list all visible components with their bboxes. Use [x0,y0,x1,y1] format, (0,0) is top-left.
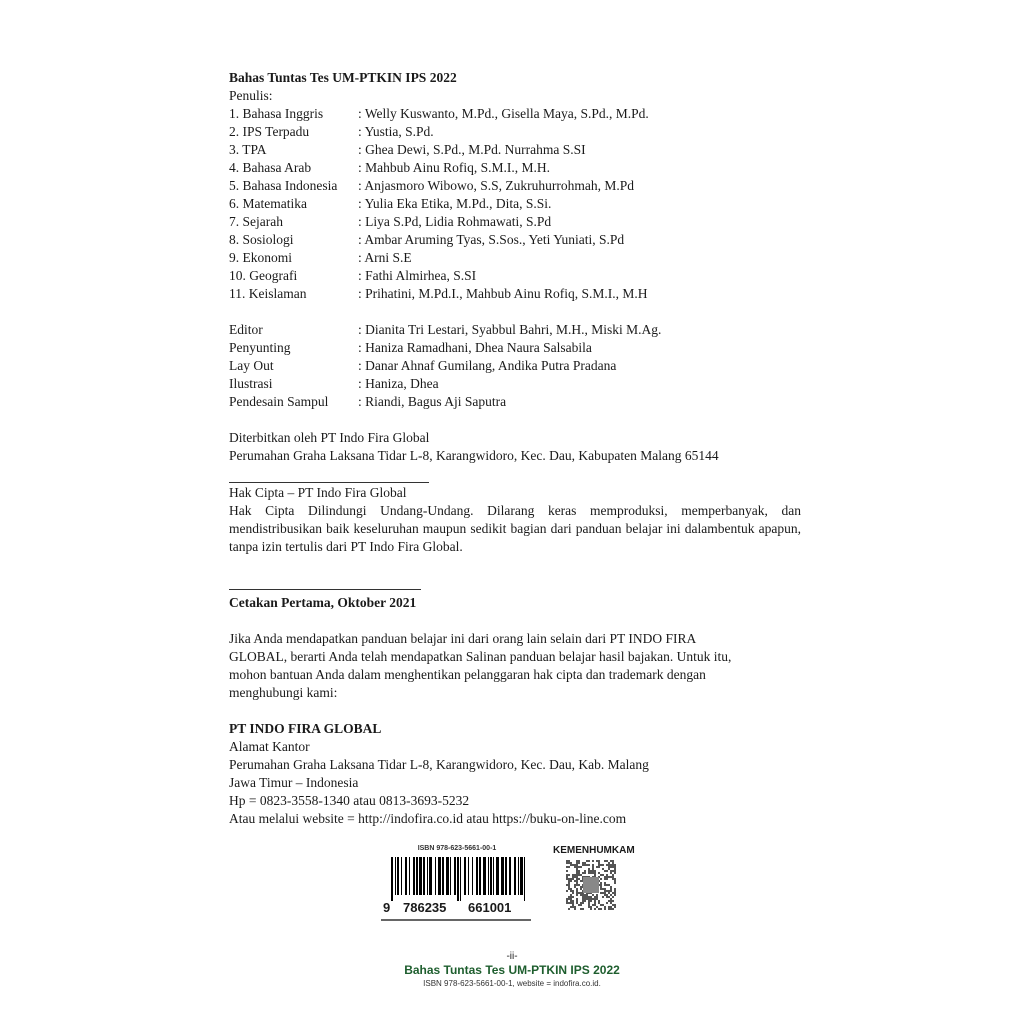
qr-code-icon [566,860,616,910]
barcode-bar [514,857,516,895]
company-name: PT INDO FIRA GLOBAL [229,721,382,736]
names: : Arni S.E [358,250,412,265]
piracy-line: GLOBAL, berarti Anda telah mendapatkan Salinan panduan belajar hasil bajakan. Untuk itu, [229,649,732,664]
role: 4. Bahasa Arab [229,160,312,175]
names: : Welly Kuswanto, M.Pd., Gisella Maya, S.Pd., M.Pd. [358,106,649,121]
names: : Ambar Aruming Tyas, S.Sos., Yeti Yuniati, S.Pd [358,232,625,247]
divider [229,482,429,483]
barcode-bar [457,857,459,901]
role: 3. TPA [229,142,267,157]
contact-line: Atau melalui website = http://indofira.co.id atau https://buku-on-line.com [229,811,627,826]
barcode-bar [413,857,415,895]
contact-line: Alamat Kantor [229,739,310,754]
role: 10. Geografi [229,268,298,283]
role: 11. Keislaman [229,286,307,301]
barcode-bar [518,857,519,895]
role: 6. Matematika [229,196,307,211]
names: : Riandi, Bagus Aji Saputra [358,394,507,409]
credit-row [229,195,801,213]
barcode-bar [446,857,449,895]
edition-section [229,594,801,828]
page-number: -ii- [506,951,518,962]
credit-row [229,339,801,357]
barcode-bar [401,857,402,895]
barcode-bar [423,857,425,895]
role: Ilustrasi [229,376,273,391]
barcode-bar [483,857,486,895]
barcode-bar [493,857,494,895]
isbn-barcode [381,845,533,921]
page-footer [0,950,1024,990]
names: : Haniza Ramadhani, Dhea Naura Salsabila [358,340,592,355]
publisher-address: Perumahan Graha Laksana Tidar L-8, Karangwidoro, Kec. Dau, Kabupaten Malang 65144 [229,448,719,463]
barcode-bar [409,857,410,895]
barcode-bar [479,857,481,895]
barcode-bar [429,857,432,895]
barcode-bar [397,857,399,895]
credit-row [229,393,801,411]
role: Pendesain Sampul [229,394,329,409]
qr-block [553,845,643,856]
credit-row [229,159,801,177]
barcode-bar [454,857,456,895]
barcode-bar [501,857,504,895]
credit-row [229,285,801,303]
barcode-bar [416,857,418,895]
copyright-heading: Hak Cipta – PT Indo Fira Global [229,485,407,500]
staff-list [229,321,801,411]
role: Editor [229,322,263,337]
credits-section [229,69,801,465]
names: : Danar Ahnaf Gumilang, Andika Putra Pradana [358,358,617,373]
barcode-bar [505,857,507,895]
credit-row [229,357,801,375]
names: : Anjasmoro Wibowo, S.S, Zukruhurrohmah, M.Pd [358,178,634,193]
role: 2. IPS Terpadu [229,124,310,139]
role: 1. Bahasa Inggris [229,106,324,121]
role: Lay Out [229,358,274,373]
barcode-digit: 9 [383,900,391,915]
credit-row [229,321,801,339]
role: 7. Sejarah [229,214,283,229]
names: : Liya S.Pd, Lidia Rohmawati, S.Pd [358,214,552,229]
barcode-bar [524,857,525,901]
barcode-bar [435,857,436,895]
contact-line: Jawa Timur – Indonesia [229,775,359,790]
barcode-bar [520,857,523,895]
barcode-digits: 786235 [403,900,447,915]
footer-title: Bahas Tuntas Tes UM-PTKIN IPS 2022 [404,963,620,977]
barcode-bar [391,857,393,901]
barcode-bar [442,857,444,895]
credit-row [229,123,801,141]
role: 5. Bahasa Indonesia [229,178,338,193]
barcode-bar [472,857,473,895]
book-title: Bahas Tuntas Tes UM-PTKIN IPS 2022 [229,70,457,85]
credit-row [229,141,801,159]
authors-list [229,105,801,303]
authors-label: Penulis: [229,88,273,103]
piracy-line: menghubungi kami: [229,685,338,700]
barcode-bar [419,857,422,895]
piracy-line: mohon bantuan Anda dalam menghentikan pelanggaran hak cipta dan trademark dengan [229,667,706,682]
barcode-underline [381,919,531,921]
names: : Fathi Almirhea, S.SI [358,268,477,283]
copyright-text: Hak Cipta Dilindungi Undang-Undang. Dilarang keras memproduksi, memperbanyak, dan mendistribusikan baik keseluruhan maupun sedikit bagian dari panduan belajar ini dalambentuk apapun, tanpa izin tertulis dari PT Indo Fira Global. [229,503,801,554]
role: 9. Ekonomi [229,250,292,265]
names: : Dianita Tri Lestari, Syabbul Bahri, M.H., Miski M.Ag. [358,322,662,337]
piracy-line: Jika Anda mendapatkan panduan belajar ini dari orang lain selain dari PT INDO FIRA [229,631,697,646]
barcode-bar [395,857,396,895]
names: : Prihatini, M.Pd.I., Mahbub Ainu Rofiq, S.M.I., M.H [358,286,648,301]
copyright-section [229,484,801,556]
names: : Yulia Eka Etika, M.Pd., Dita, S.Si. [358,196,552,211]
barcode-bar [476,857,478,895]
contact-line: Hp = 0823-3558-1340 atau 0813-3693-5232 [229,793,470,808]
barcode-bar [509,857,511,895]
barcode-bar [450,857,451,895]
edition: Cetakan Pertama, Oktober 2021 [229,595,417,610]
isbn-label: ISBN 978-623-5661-00-1 [417,845,497,852]
barcode-bar [468,857,469,895]
credit-row [229,213,801,231]
barcode-bar [496,857,499,895]
names: : Yustia, S.Pd. [358,124,434,139]
credit-row [229,105,801,123]
credit-row [229,231,801,249]
barcode-bar [488,857,489,895]
credit-row [229,375,801,393]
credit-row [229,249,801,267]
barcode-bars [381,857,533,901]
role: Penyunting [229,340,291,355]
barcode-bar [460,857,461,901]
barcode-bar [405,857,407,895]
barcode-bar [464,857,466,895]
barcode-digits: 661001 [468,900,512,915]
names: : Mahbub Ainu Rofiq, S.M.I., M.H. [358,160,551,175]
barcode-bar [427,857,428,895]
barcode-bar [438,857,441,895]
footer-isbn: ISBN 978-623-5661-00-1, website = indofira.co.id. [423,979,601,988]
names: : Ghea Dewi, S.Pd., M.Pd. Nurrahma S.SI [358,142,586,157]
credit-row [229,177,801,195]
credit-row [229,267,801,285]
qr-label: KEMENHUMKAM [553,845,635,856]
publisher-name: Diterbitkan oleh PT Indo Fira Global [229,430,430,445]
barcode-bar [490,857,492,895]
role: 8. Sosiologi [229,232,294,247]
divider [229,589,421,590]
contact-line: Perumahan Graha Laksana Tidar L-8, Karangwidoro, Kec. Dau, Kab. Malang [229,757,649,772]
names: : Haniza, Dhea [358,376,439,391]
